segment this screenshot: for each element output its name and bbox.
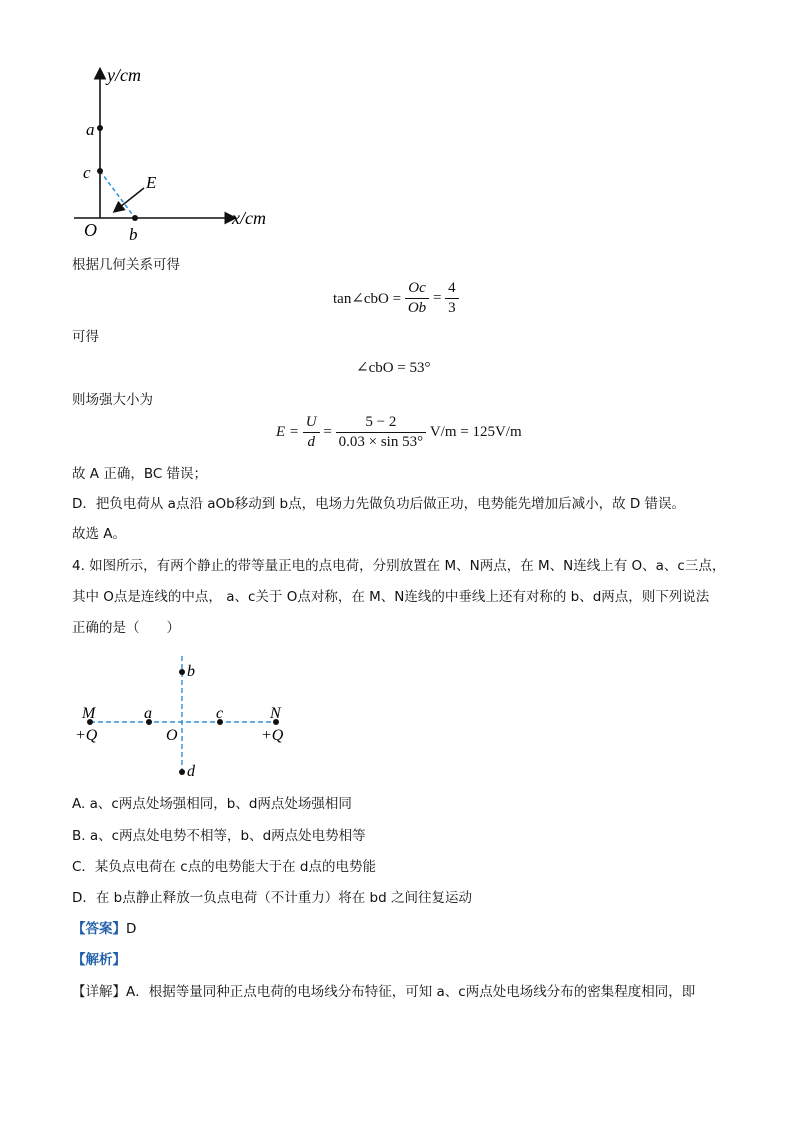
- label-a: a: [86, 120, 95, 139]
- coordinate-figure: [66, 60, 286, 245]
- label-O: O: [166, 727, 178, 744]
- analysis-label: [72, 950, 126, 970]
- text-conclusion-a: 故 A 正确，BC 错误；: [72, 466, 208, 482]
- label-c: c: [216, 705, 224, 722]
- eq-E-frac1: [303, 414, 320, 451]
- charges-figure: [70, 648, 300, 788]
- question4-line3: 正确的是（ ）: [72, 620, 180, 636]
- point-b-dot: [132, 215, 138, 221]
- label-a: a: [144, 705, 152, 722]
- point-c-dot: [97, 168, 103, 174]
- label-M: M: [82, 705, 96, 722]
- label-d: d: [187, 763, 195, 780]
- eq-tan-den1: Ob: [407, 300, 427, 316]
- eq-E-rhs: V/m = 125V/m: [429, 424, 522, 440]
- eq-tan-den2: 3: [448, 300, 456, 316]
- option-C: C．某负点电荷在 c点的电势能大于在 d点的电势能: [72, 859, 376, 875]
- label-E: E: [146, 173, 157, 192]
- label-charge-right: +Q: [261, 727, 284, 744]
- eq-tan-num1: Oc: [405, 280, 429, 299]
- eq-E-frac2: [336, 414, 426, 451]
- detail-line: [72, 982, 695, 1002]
- point-d-dot: [179, 769, 185, 775]
- option-A: A. a、c两点处场强相同，b、d两点处场强相同: [72, 796, 352, 812]
- eq-tan-lhs: tan∠cbO =: [333, 291, 402, 307]
- text-geometry: 根据几何关系可得: [72, 257, 180, 273]
- eq-E-den1: d: [307, 434, 315, 450]
- label-b: b: [187, 663, 195, 680]
- eq-tan-frac2: [445, 280, 459, 317]
- label-c: c: [83, 163, 91, 182]
- eq-tan-num2: 4: [445, 280, 459, 299]
- text-field-magnitude: 则场强大小为: [72, 392, 153, 408]
- x-axis-label: x/cm: [232, 208, 266, 228]
- answer-label: 【答案】: [72, 921, 126, 937]
- question4-line1: 4. 如图所示，有两个静止的带等量正电的点电荷，分别放置在 M、N两点，在 M、N连线上有 O、a、c三点，: [72, 558, 726, 574]
- answer-value: D: [126, 921, 137, 937]
- label-N: N: [270, 705, 281, 722]
- text-get: 可得: [72, 329, 99, 345]
- label-b: b: [129, 225, 138, 244]
- analysis-label-text: 【解析】: [72, 952, 126, 968]
- eq-tan-equals: =: [432, 290, 442, 306]
- text-d-analysis: D．把负电荷从 a点沿 aOb移动到 b点，电场力先做负功后做正功，电势能先增加后减小，故 D 错误。: [72, 496, 686, 512]
- eq-E-num2: 5 − 2: [336, 414, 426, 433]
- eq-E-lhs: E =: [276, 424, 300, 440]
- option-B: B. a、c两点处电势不相等，b、d两点处电势相等: [72, 828, 366, 844]
- point-a-dot: [97, 125, 103, 131]
- eq-tan-frac1: [405, 280, 429, 317]
- detail-text: A．根据等量同种正点电荷的电场线分布特征，可知 a、c两点处电场线分布的密集程度相同，即: [126, 984, 696, 1000]
- question4-line2: 其中 O点是连线的中点， a、c关于 O点对称，在 M、N连线的中垂线上还有对称的 b、d两点，则下列说法: [72, 589, 710, 605]
- equation-angle: ∠cbO = 53°: [356, 360, 431, 376]
- segment-cb: [100, 171, 135, 218]
- text-choose: 故选 A。: [72, 526, 127, 542]
- detail-label: 【详解】: [72, 984, 126, 1000]
- eq-E-equals: =: [323, 424, 332, 440]
- equation-tan: [333, 280, 459, 317]
- y-axis-label: y/cm: [107, 65, 141, 85]
- eq-E-num1: U: [303, 414, 320, 433]
- label-O: O: [84, 220, 97, 240]
- option-D: D．在 b点静止释放一负点电荷（不计重力）将在 bd 之间往复运动: [72, 890, 472, 906]
- answer-line: [72, 919, 136, 939]
- eq-E-den2: 0.03 × sin 53°: [338, 434, 424, 450]
- label-charge-left: +Q: [75, 727, 98, 744]
- point-b-dot: [179, 669, 185, 675]
- equation-E: [276, 414, 522, 451]
- field-arrow: [115, 188, 144, 211]
